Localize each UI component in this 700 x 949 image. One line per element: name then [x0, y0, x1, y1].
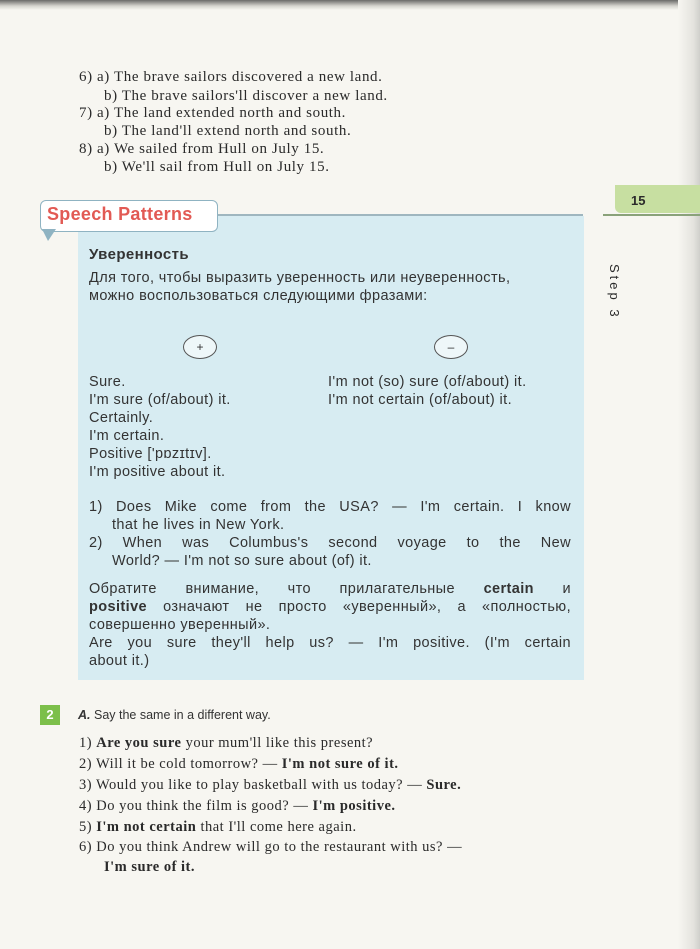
- positive-phrase: I'm positive about it.: [89, 464, 226, 480]
- task-item: 4) Do you think the film is good? — I'm positive.: [79, 798, 396, 814]
- page-tab: [615, 185, 700, 213]
- exercise-line: 6) a) The brave sailors discovered a new land.: [79, 69, 383, 85]
- minus-icon: –: [434, 335, 468, 359]
- page-right-edge: [678, 0, 700, 949]
- positive-phrase: I'm sure (of/about) it.: [89, 392, 231, 408]
- speech-patterns-rule: [218, 214, 583, 216]
- intro-line: можно воспользоваться следующими фразами:: [89, 288, 428, 304]
- step-label: Step 3: [607, 264, 622, 320]
- task-item: 6) Do you think Andrew will go to the restaurant with us? —: [79, 839, 463, 855]
- speech-bubble-tail-icon: [42, 229, 56, 241]
- task-item-continuation: I'm sure of it.: [104, 859, 196, 875]
- positive-phrase: Certainly.: [89, 410, 154, 426]
- note-line: совершенно уверенный».: [89, 617, 271, 633]
- note-line: about it.): [89, 653, 150, 669]
- task-item: 1) Are you sure your mum'll like this present?: [79, 735, 374, 751]
- exercise-line: 7) a) The land extended north and south.: [79, 105, 347, 121]
- example-line: 2) When was Columbus's second voyage to the New: [89, 535, 571, 551]
- exercise-number-badge: 2: [40, 705, 60, 725]
- intro-line: Для того, чтобы выразить уверенность или неуверенность,: [89, 270, 511, 286]
- negative-phrase: I'm not (so) sure (of/about) it.: [328, 374, 527, 390]
- negative-phrase: I'm not certain (of/about) it.: [328, 392, 513, 408]
- note-line: Обратите внимание, что прилагательные certain и: [89, 581, 571, 597]
- exercise-line: b) The land'll extend north and south.: [104, 123, 352, 139]
- tab-divider: [603, 214, 700, 216]
- exercise-line: b) The brave sailors'll discover a new land.: [104, 88, 388, 104]
- page-top-shadow: [0, 0, 700, 10]
- example-line: 1) Does Mike come from the USA? — I'm certain. I know: [89, 499, 571, 515]
- note-line: Are you sure they'll help us? — I'm positive. (I'm certain: [89, 635, 571, 651]
- task-item: 5) I'm not certain that I'll come here again.: [79, 819, 357, 835]
- plus-icon: +: [183, 335, 217, 359]
- task-item: 3) Would you like to play basketball with us today? — Sure.: [79, 777, 462, 793]
- positive-phrase: Sure.: [89, 374, 126, 390]
- section-heading: Уверенность: [89, 246, 190, 263]
- task-item: 2) Will it be cold tomorrow? — I'm not sure of it.: [79, 756, 399, 772]
- speech-patterns-title: Speech Patterns: [47, 204, 193, 224]
- positive-phrase: I'm certain.: [89, 428, 165, 444]
- page-number: 15: [631, 193, 646, 208]
- note-line: positive означают не просто «уверенный», а «полностью,: [89, 599, 571, 615]
- task-instruction: A. Say the same in a different way.: [78, 708, 271, 722]
- positive-phrase: Positive ['pɒzɪtɪv].: [89, 446, 212, 462]
- exercise-line: 8) a) We sailed from Hull on July 15.: [79, 141, 325, 157]
- example-line: that he lives in New York.: [112, 517, 285, 533]
- exercise-line: b) We'll sail from Hull on July 15.: [104, 159, 330, 175]
- example-line: World? — I'm not so sure about (of) it.: [112, 553, 372, 569]
